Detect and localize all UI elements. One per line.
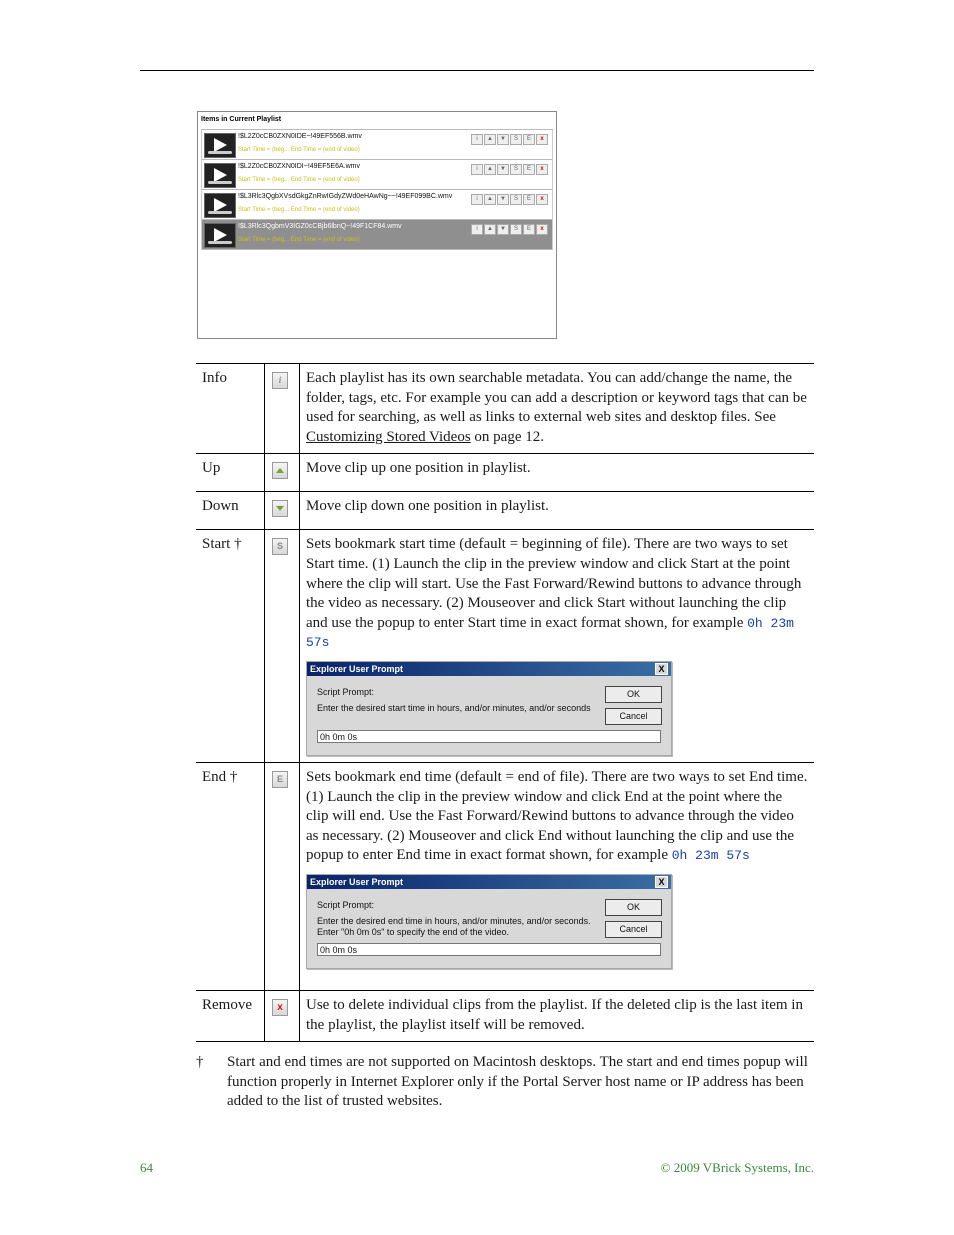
time-example: 0h 23m 57s [671, 848, 750, 864]
video-thumbnail-icon [204, 163, 236, 188]
video-thumbnail-icon [204, 223, 236, 248]
down-button[interactable]: ▼ [497, 134, 509, 145]
clip-buttons [471, 194, 548, 205]
row-description: Move clip up one position in playlist. [300, 454, 815, 492]
playlist-item[interactable] [201, 160, 553, 190]
clip-name: !$L3Rlc3QgbXVsdGkgZnRwIGdyZWd0eHAwNg~~!49EF099BC.wmv [238, 193, 453, 200]
down-button[interactable]: ▼ [497, 224, 509, 235]
info-button[interactable]: i [471, 134, 483, 145]
start-button[interactable]: S [510, 224, 522, 235]
down-button[interactable]: ▼ [497, 164, 509, 175]
page-number: 64 [140, 1160, 153, 1175]
table-row [196, 762, 814, 990]
info-button[interactable]: i [471, 164, 483, 175]
table-row [196, 492, 814, 530]
clip-name: !$L2Z0cCB0ZXN0IDE~!49EF556B.wmv [238, 133, 362, 140]
dialog-label: Script Prompt: [317, 686, 375, 697]
dialog-message: Enter the desired start time in hours, and/or minutes, and/or seconds [317, 702, 591, 713]
info-button[interactable]: i [471, 194, 483, 205]
dialog-label: Script Prompt: [317, 899, 375, 910]
end-button[interactable]: E [523, 134, 535, 145]
down-arrow-icon [272, 500, 288, 517]
ok-button[interactable]: OK [605, 686, 662, 703]
row-label: End † [196, 762, 265, 990]
clip-name: !$L2Z0cCB0ZXN0IDI~!49EF5E6A.wmv [238, 163, 360, 170]
table-row [196, 530, 814, 763]
up-arrow-icon [272, 462, 288, 479]
clip-buttons [471, 164, 548, 175]
playlist-item-selected[interactable] [201, 220, 553, 250]
clip-buttons [471, 224, 548, 235]
playlist-item[interactable] [201, 190, 553, 220]
clip-times: Start Time = (beg... End Time = (end of video) [238, 237, 360, 243]
row-description: Move clip down one position in playlist. [300, 492, 815, 530]
copyright: © 2009 VBrick Systems, Inc. [660, 1160, 814, 1175]
clip-times: Start Time = (beg... End Time = (end of video) [238, 147, 360, 153]
footnote-mark: † [196, 1054, 204, 1070]
up-button[interactable]: ▲ [484, 224, 496, 235]
playlist-header: Items in Current Playlist [201, 116, 282, 123]
row-description: Each playlist has its own searchable metadata. You can add/change the name, the folder, tags, etc. For example you can add a description or keyword tags that can be used for searching, as well as links to external web sites and desktop files. See [306, 370, 807, 426]
row-label: Down [196, 492, 265, 530]
row-label: Info [196, 364, 265, 454]
clip-times: Start Time = (beg... End Time = (end of video) [238, 207, 360, 213]
start-time-dialog [306, 661, 672, 756]
footnote [196, 1053, 814, 1112]
close-icon[interactable]: X [655, 663, 668, 675]
time-input[interactable]: 0h 0m 0s [317, 730, 661, 743]
row-label: Start † [196, 530, 265, 763]
table-row [196, 364, 814, 454]
start-button[interactable]: S [510, 164, 522, 175]
info-button[interactable]: i [471, 224, 483, 235]
clip-name: !$L3Rlc3QgbmV3IGZ0cCBjb6lbnQ~!49F1CF84.wmv [238, 223, 402, 230]
customizing-stored-videos-link[interactable]: Customizing Stored Videos [306, 428, 471, 445]
row-label: Up [196, 454, 265, 492]
playlist-item[interactable] [201, 130, 553, 160]
remove-icon: x [272, 999, 288, 1016]
dialog-title: Explorer User Prompt X [307, 662, 671, 676]
row-label: Remove [196, 990, 265, 1041]
end-button[interactable]: E [523, 224, 535, 235]
remove-button[interactable]: x [536, 224, 548, 235]
remove-button[interactable]: x [536, 134, 548, 145]
start-button[interactable]: S [510, 194, 522, 205]
video-thumbnail-icon [204, 133, 236, 158]
dialog-title: Explorer User Prompt X [307, 875, 671, 889]
time-example: 0h 23m 57s [306, 615, 794, 651]
playlist-items [201, 129, 553, 250]
down-button[interactable]: ▼ [497, 194, 509, 205]
table-row [196, 454, 814, 492]
end-time-dialog [306, 874, 672, 969]
button-reference-table [196, 363, 814, 1042]
video-thumbnail-icon [204, 193, 236, 218]
remove-button[interactable]: x [536, 164, 548, 175]
ok-button[interactable]: OK [605, 899, 662, 916]
up-button[interactable]: ▲ [484, 134, 496, 145]
up-button[interactable]: ▲ [484, 164, 496, 175]
close-icon[interactable]: X [655, 876, 668, 888]
row-description: Sets bookmark end time (default = end of file). There are two ways to set End time. (1) Launch the clip in the preview window and click End at the point where the clip will end. Use the Fast Forward/Rewind buttons to advance through the video as necessary. (2) Mouseover and click End without launching the clip and use the popup to enter End time in exact format shown, for example [306, 768, 808, 864]
cancel-button[interactable]: Cancel [605, 921, 662, 938]
clip-buttons [471, 134, 548, 145]
row-description-suffix: on page 12. [470, 428, 544, 445]
start-button[interactable]: S [510, 134, 522, 145]
time-input[interactable]: 0h 0m 0s [317, 943, 661, 956]
end-button[interactable]: E [523, 164, 535, 175]
playlist-panel [197, 111, 557, 339]
up-button[interactable]: ▲ [484, 194, 496, 205]
row-description: Sets bookmark start time (default = beginning of file). There are two ways to set Start time. (1) Launch the clip in the preview window and click Start at the point where the clip will start. Use the Fast Forward/Rewind buttons to advance through the video as necessary. (2) Mouseover and click Start without launching the clip and use the popup to enter Start time in exact format shown, for example [306, 536, 802, 631]
end-icon: E [272, 771, 288, 788]
remove-button[interactable]: x [536, 194, 548, 205]
start-icon: S [272, 538, 288, 555]
table-row [196, 990, 814, 1041]
end-button[interactable]: E [523, 194, 535, 205]
clip-times: Start Time = (beg... End Time = (end of video) [238, 177, 360, 183]
row-description: Use to delete individual clips from the playlist. If the deleted clip is the last item in the playlist, the playlist itself will be removed. [300, 990, 815, 1041]
header-rule [140, 70, 814, 71]
cancel-button[interactable]: Cancel [605, 708, 662, 725]
dialog-message: Enter the desired end time in hours, and/or minutes, and/or seconds. Enter "0h 0m 0s" to specify the end of the video. [317, 915, 591, 937]
footnote-text: Start and end times are not supported on Macintosh desktops. The start and end times popup will function properly in Internet Explorer only if the Portal Server host name or IP address has been added to the list of trusted websites. [227, 1054, 808, 1110]
info-icon: i [272, 372, 288, 389]
